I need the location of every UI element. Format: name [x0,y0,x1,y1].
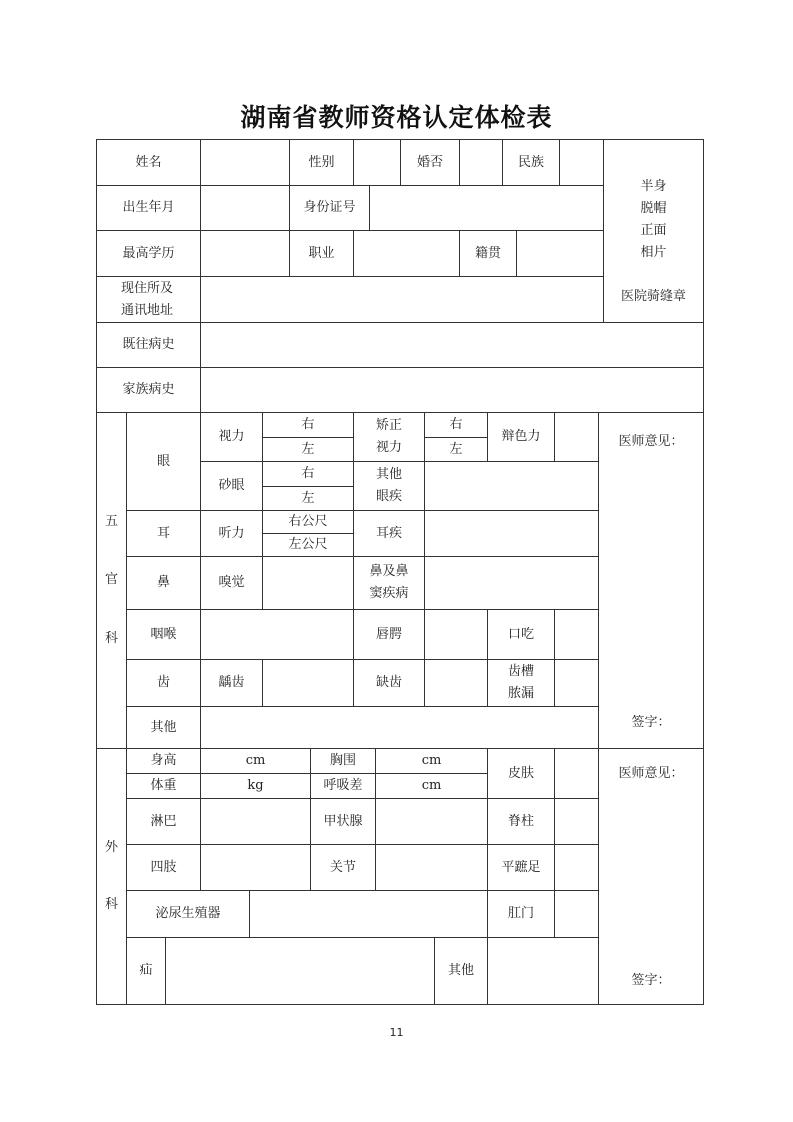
field-anus[interactable] [554,890,599,938]
facial-doctor-opinion-label: 医师意见： [618,434,684,449]
label-alveolar-2: 脓漏 [507,686,534,701]
label-native-place: 籍贯 [459,230,517,277]
label-hearing-left[interactable]: 左公尺 [262,533,354,557]
label-id-number: 身份证号 [289,185,370,231]
field-hernia[interactable] [165,937,435,1005]
label-corrected-2: 视力 [375,440,402,455]
label-weight: 体重 [126,773,201,799]
field-limbs[interactable] [200,844,311,891]
hospital-seal-label: 医院骑缝章 [620,289,686,304]
label-family-history: 家族病史 [96,367,201,413]
label-facial-other: 其他 [126,706,201,749]
field-address[interactable] [200,276,604,323]
label-teeth: 齿 [126,659,201,707]
field-smell[interactable] [262,556,354,610]
field-id-number[interactable] [369,185,604,231]
field-gender[interactable] [353,139,401,186]
field-thyroid[interactable] [375,798,488,845]
label-corrected-left[interactable]: 左 [424,437,488,462]
field-family-history[interactable] [200,367,704,413]
field-flatfoot[interactable] [554,844,599,891]
label-eye: 眼 [126,412,201,511]
field-surgery-other[interactable] [487,937,599,1005]
label-sinus [353,556,425,610]
field-color-vision[interactable] [554,412,599,462]
field-weight-kg[interactable]: kg [200,773,311,799]
label-alveolar-1: 齿槽 [507,664,534,679]
field-education[interactable] [200,230,290,277]
label-anus: 肛门 [487,890,555,938]
field-spine[interactable] [554,798,599,845]
field-stutter[interactable] [554,609,599,660]
label-education: 最高学历 [96,230,201,277]
label-corrected-vision [353,412,425,462]
label-chest: 胸围 [310,748,376,774]
field-sinus[interactable] [424,556,599,610]
photo-label-4: 相片 [640,245,667,260]
label-limbs: 四肢 [126,844,201,891]
label-past-history: 既往病史 [96,322,201,368]
label-marital: 婚否 [400,139,460,186]
field-height-cm[interactable]: cm [200,748,311,774]
surgery-signature-label: 签字： [631,973,671,988]
label-vision-left[interactable]: 左 [262,437,354,462]
label-hearing: 听力 [200,510,263,557]
field-occupation[interactable] [353,230,460,277]
label-address [96,276,201,323]
page-title: 湖南省教师资格认定体检表 [240,103,553,132]
field-other-eye[interactable] [424,461,599,511]
label-missing-teeth: 缺齿 [353,659,425,707]
label-stutter: 口吃 [487,609,555,660]
label-trachoma: 砂眼 [200,461,263,511]
facial-signature-label: 签字： [631,715,671,730]
photo-label-1: 半身 [640,179,667,194]
label-sinus-1: 鼻及鼻 [369,564,409,579]
label-spine: 脊柱 [487,798,555,845]
label-trachoma-left[interactable]: 左 [262,486,354,511]
label-smell: 嗅觉 [200,556,263,610]
label-name: 姓名 [96,139,201,186]
section-facial-char-3: 科 [104,630,118,646]
field-ethnicity[interactable] [559,139,604,186]
field-name[interactable] [200,139,290,186]
field-skin[interactable] [554,748,599,799]
label-alveolar [487,659,555,707]
field-marital[interactable] [459,139,503,186]
field-alveolar[interactable] [554,659,599,707]
photo-label-3: 正面 [640,223,667,238]
field-throat[interactable] [200,609,354,660]
photo-label-2: 脱帽 [640,201,667,216]
label-joints: 关节 [310,844,376,891]
label-corrected-1: 矫正 [375,418,402,433]
field-past-history[interactable] [200,322,704,368]
facial-doctor-opinion-box[interactable] [598,412,704,749]
field-missing-teeth[interactable] [424,659,488,707]
surgery-doctor-opinion-label: 医师意见： [618,766,684,781]
label-vision: 视力 [200,412,263,462]
surgery-doctor-opinion-box[interactable] [598,748,704,1005]
label-hearing-right[interactable]: 右公尺 [262,510,354,534]
label-breath-diff: 呼吸差 [310,773,376,799]
label-trachoma-right[interactable]: 右 [262,461,354,487]
label-throat: 咽喉 [126,609,201,660]
field-caries[interactable] [262,659,354,707]
page-number: 11 [389,1026,404,1039]
label-urogenital: 泌尿生殖器 [126,890,250,938]
section-facial-label [96,412,127,749]
label-birth: 出生年月 [96,185,201,231]
label-hernia: 疝 [126,937,166,1005]
label-cleft: 唇腭 [353,609,425,660]
label-gender: 性别 [289,139,354,186]
label-height: 身高 [126,748,201,774]
section-surgery-label [96,748,127,1005]
label-address-line2: 通讯地址 [121,302,174,318]
field-lymph[interactable] [200,798,311,845]
section-surgery-char-1: 外 [104,839,118,855]
field-birth[interactable] [200,185,290,231]
label-other-eye-2: 眼疾 [375,489,402,504]
label-ethnicity: 民族 [502,139,560,186]
field-facial-other[interactable] [200,706,599,749]
field-joints[interactable] [375,844,488,891]
section-facial-char-1: 五 [104,514,118,530]
label-flatfoot: 平蹠足 [487,844,555,891]
label-thyroid: 甲状腺 [310,798,376,845]
field-chest-cm[interactable]: cm [375,748,488,774]
field-native-place[interactable] [516,230,604,277]
label-caries: 龋齿 [200,659,263,707]
field-ear-disease[interactable] [424,510,599,557]
label-address-line1: 现住所及 [121,280,174,296]
label-other-eye-1: 其他 [375,467,402,482]
label-nose: 鼻 [126,556,201,610]
section-surgery-char-2: 科 [104,897,118,913]
photo-area [603,139,704,323]
label-surgery-other: 其他 [434,937,488,1005]
field-urogenital[interactable] [249,890,488,938]
label-sinus-2: 窦疾病 [369,586,409,601]
label-lymph: 淋巴 [126,798,201,845]
label-other-eye [353,461,425,511]
label-skin: 皮肤 [487,748,555,799]
label-ear: 耳 [126,510,201,557]
label-corrected-right[interactable]: 右 [424,412,488,438]
field-cleft[interactable] [424,609,488,660]
label-occupation: 职业 [289,230,354,277]
label-vision-right[interactable]: 右 [262,412,354,438]
label-color-vision: 辩色力 [487,412,555,462]
section-facial-char-2: 官 [104,572,118,588]
label-ear-disease: 耳疾 [353,510,425,557]
field-breath-diff-cm[interactable]: cm [375,773,488,799]
